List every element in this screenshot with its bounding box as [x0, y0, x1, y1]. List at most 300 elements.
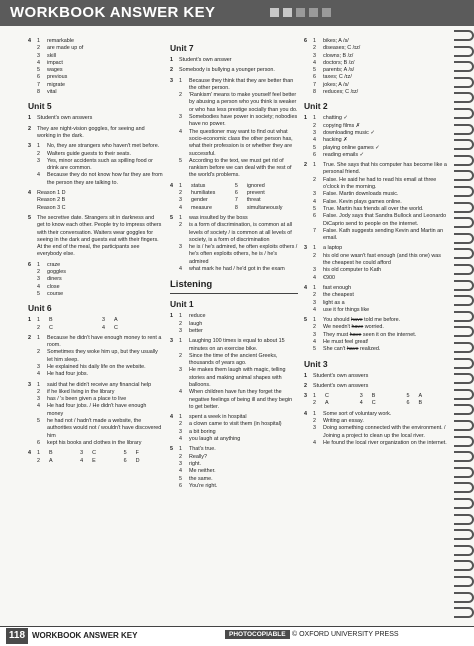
question-number: 4: [28, 190, 31, 197]
item-number: 2: [179, 92, 182, 99]
question-number: 5: [304, 317, 307, 324]
item-number: 1: [179, 214, 182, 221]
answer-item: [179, 313, 298, 320]
answer-item: [179, 244, 298, 266]
answer-grid: [313, 393, 449, 408]
spiral-ring: [454, 482, 474, 493]
answer-item: [37, 74, 163, 81]
answer-item: [313, 324, 449, 331]
answer-item: [313, 199, 449, 206]
question: [28, 190, 163, 212]
question: [170, 78, 298, 180]
answer-item: [179, 338, 298, 353]
spiral-ring: [454, 233, 474, 244]
answer-item: [37, 382, 163, 389]
item-value: status: [191, 182, 206, 189]
page-header: [0, 0, 474, 26]
item-number: 3: [37, 276, 40, 283]
item-number: 1: [313, 245, 316, 252]
item-number: 3: [179, 327, 182, 334]
item-number: 3: [37, 157, 40, 164]
item-number: 4: [313, 137, 316, 144]
item-text: Somebodies have power in society; nobodies have no power.: [189, 114, 298, 128]
item-text: False. Martin downloads music.: [323, 191, 399, 198]
item-text: Reason 1 D: [37, 190, 66, 197]
item-text: diseases; C /ɪz/: [323, 45, 361, 52]
answer-item: [37, 172, 163, 187]
question-number: 3: [28, 143, 31, 150]
item-text: reduces; C /ɪz/: [323, 89, 359, 96]
answer-item: [313, 440, 449, 447]
answer-list: [313, 38, 449, 96]
item-text: spent a week in hospital: [189, 414, 247, 421]
item-number: 5: [179, 157, 182, 164]
answer-item: [313, 267, 449, 274]
item-text: his old computer to Kath: [323, 267, 382, 274]
copyright-notice: © OXFORD UNIVERSITY PRESS: [292, 631, 399, 638]
item-value: F: [135, 450, 139, 457]
answer-item: [179, 389, 298, 411]
item-number: 2: [313, 324, 316, 331]
answer-item: [313, 152, 449, 159]
question: [170, 338, 298, 411]
item-number: 4: [37, 283, 40, 290]
item-text: Reason 2 B: [37, 197, 66, 204]
question-number: 6: [28, 261, 31, 268]
answer-item: [179, 483, 298, 490]
question: [170, 67, 298, 74]
item-text: True. Martin has friends all over the world.: [323, 205, 424, 212]
item-value: A: [114, 317, 118, 324]
question-number: 2: [28, 125, 31, 132]
answer-item: [313, 346, 449, 353]
answer-item: [179, 429, 298, 436]
answer-list: [179, 446, 298, 490]
item-number: 1: [179, 77, 182, 84]
question-number: 4: [28, 450, 31, 457]
item-text: 'Rankism' means to make yourself feel better by abusing a person who you think is weaker or who has less prestige socially than you do.: [189, 92, 298, 113]
item-text: reading emails ✓: [323, 151, 365, 158]
spiral-ring: [454, 404, 474, 415]
item-number: 8: [37, 89, 40, 96]
item-number: 2: [179, 320, 182, 327]
item-text: course: [47, 290, 64, 297]
spiral-ring: [454, 560, 474, 571]
question: [304, 245, 449, 281]
item-number: 5: [234, 182, 238, 189]
item-text: hacking ✗: [323, 137, 348, 144]
answer-item: [179, 421, 298, 428]
answer-item: [37, 197, 163, 204]
item-number: 3: [359, 393, 363, 400]
question: [28, 317, 163, 332]
item-number: 6: [406, 400, 410, 407]
item-text: his old one wasn't fast enough (and this one) was the cheapest he could afford: [323, 252, 441, 267]
item-number: 2: [37, 349, 40, 356]
answer-list: [313, 411, 449, 447]
answer-item: [179, 328, 298, 335]
question-number: 1: [170, 57, 173, 63]
answer-item: [37, 396, 163, 403]
item-number: 1: [37, 334, 40, 341]
item-text: Writing an essay.: [323, 418, 364, 425]
answer-list: [313, 285, 449, 314]
item-number: 3: [179, 244, 182, 251]
item-number: 1: [179, 446, 182, 453]
item-number: 8: [234, 204, 238, 211]
item-text: the cheapest: [323, 292, 354, 299]
answer-list: [37, 335, 163, 379]
answer-item: [179, 353, 298, 368]
item-number: 8: [313, 89, 316, 96]
item-number: 4: [313, 274, 316, 281]
item-number: 5: [37, 290, 40, 297]
question-number: 5: [28, 214, 31, 221]
item-text: The questioner may want to find out what socio-economic class the other person has, what their profession is or whether they are successful.: [189, 128, 293, 157]
answer-item: [37, 38, 163, 45]
item-number: 1: [37, 38, 40, 44]
answer-list: [179, 313, 298, 335]
answer-item: [37, 60, 163, 67]
answer-list: [37, 38, 163, 96]
item-number: 4: [179, 128, 182, 135]
spiral-ring: [454, 514, 474, 525]
item-value: C: [49, 324, 53, 331]
section-title: Listening: [170, 279, 213, 291]
item-text: taxes; C /ɪz/: [323, 74, 352, 81]
item-number: 4: [359, 400, 363, 407]
unit-title: Unit 6: [28, 303, 52, 314]
answer-item: [313, 213, 449, 228]
item-number: 3: [179, 197, 182, 204]
item-text: Because he didn't have enough money to rent a room.: [47, 334, 162, 349]
item-text: was insulted by the boss: [189, 214, 248, 221]
item-text: laugh: [189, 320, 203, 327]
answer-item: [179, 215, 298, 222]
item-text: Because they do not know how far they are from the person they are talking to.: [47, 172, 163, 186]
unit-title: Unit 5: [28, 101, 52, 112]
item-number: 5: [313, 205, 316, 212]
answer-item: [313, 162, 449, 177]
item-text: He had four jobs. / He didn't have enough money: [47, 403, 147, 417]
item-text: diners: [47, 276, 62, 283]
item-text: Sometimes they woke him up, but they usually let him sleep.: [47, 349, 158, 363]
item-text: He explained his daily life on the website.: [47, 363, 146, 370]
spiral-ring: [454, 498, 474, 509]
item-text: According to the text, we must get rid of rankism before we can deal with the rest of the world's problems.: [189, 157, 292, 179]
item-text: bikes; A /s/: [323, 38, 349, 44]
section-rule: [170, 293, 298, 294]
item-value: C: [114, 324, 118, 331]
item-text: close: [47, 283, 60, 290]
item-text: light as a: [323, 299, 345, 306]
item-number: 5: [37, 418, 40, 425]
item-number: 1: [313, 393, 316, 400]
answer-item: [179, 78, 298, 93]
item-text: False. Jody says that Sandra Bullock and Leonardo DiCaprio send to people on the internet.: [323, 213, 447, 227]
answer-item: [179, 158, 298, 180]
spiral-ring: [454, 217, 474, 228]
answer-item: [37, 284, 163, 291]
spiral-ring: [454, 61, 474, 72]
item-number: 2: [37, 324, 40, 331]
item-number: 4: [80, 457, 84, 464]
item-text: When children have fun they forget the negative feelings of being ill and they begin to get better.: [189, 389, 293, 410]
item-number: 3: [179, 114, 182, 121]
item-text: skill: [47, 52, 56, 59]
answer-text: The secretive date. Strangers sit in darkness and get to know each other. People try to impress others with their conversation. Waiters wear goggles for seeing in the dark and guests eat with their fingers. At the end of the meal, the participants see everybody else.: [37, 214, 162, 258]
item-number: 5: [313, 144, 316, 151]
answer-grid: [179, 183, 298, 212]
question: [28, 382, 163, 448]
item-number: 3: [313, 425, 316, 432]
item-number: 3: [313, 331, 316, 338]
item-number: 4: [179, 468, 182, 475]
question-number: 2: [304, 162, 307, 169]
spiral-ring: [454, 248, 474, 259]
column-1: [28, 38, 163, 468]
item-value: measure: [191, 204, 212, 211]
question: [28, 262, 163, 298]
item-text: Reason 3 C: [37, 204, 66, 211]
item-number: 3: [313, 299, 316, 306]
item-text: what mark he had / he'd got in the exam: [189, 266, 285, 273]
item-number: 4: [313, 306, 316, 313]
item-number: 1: [313, 284, 316, 291]
question-number: 1: [28, 317, 31, 324]
answer-item: [313, 130, 449, 137]
item-number: 1: [179, 414, 182, 421]
item-text: doctors; B /z/: [323, 59, 355, 66]
item-number: 5: [179, 475, 182, 482]
question: [28, 115, 163, 122]
item-value: threat: [246, 197, 261, 204]
answer-list: [179, 215, 298, 273]
item-number: 1: [37, 261, 40, 268]
question-number: 3: [304, 393, 307, 400]
item-number: 3: [179, 428, 182, 435]
answer-item: [37, 389, 163, 396]
item-text: you laugh at anything: [189, 436, 241, 443]
answer-item: [313, 425, 449, 440]
item-text: migrate: [47, 81, 65, 88]
item-text: He makes them laugh with magic, telling stories and making animal shapes with balloons.: [189, 367, 286, 388]
spiral-ring: [454, 529, 474, 540]
item-number: 3: [313, 52, 316, 59]
question-number: 3: [170, 77, 173, 84]
question: [304, 373, 449, 380]
answer-item: [37, 403, 163, 418]
spiral-ring: [454, 77, 474, 88]
item-text: She can't have realized.: [323, 346, 381, 353]
item-text: You should have told me before.: [323, 317, 401, 324]
item-number: 2: [313, 418, 316, 425]
question-number: 5: [170, 446, 173, 453]
item-text: playing online games ✓: [323, 144, 380, 151]
answer-item: [37, 364, 163, 371]
answer-item: [313, 191, 449, 198]
item-number: 3: [179, 367, 182, 374]
struck-word: have: [346, 346, 359, 353]
answer-item: [313, 292, 449, 299]
question: [170, 215, 298, 273]
answer-item: [37, 53, 163, 60]
spiral-ring: [454, 295, 474, 306]
answer-item: [37, 151, 163, 158]
item-number: 3: [313, 191, 316, 198]
item-value: ignored: [246, 182, 265, 189]
item-number: 1: [313, 317, 316, 324]
item-text: a laptop: [323, 245, 343, 252]
item-text: False. He said he had to read his email at three o'clock in the morning.: [323, 176, 437, 191]
item-text: right.: [189, 460, 201, 467]
item-value: A: [325, 400, 329, 407]
item-text: Laughing 100 times is equal to about 15 minutes on an exercise bike.: [189, 338, 285, 352]
spiral-ring: [454, 436, 474, 447]
item-value: B: [418, 400, 423, 407]
item-number: 2: [313, 45, 316, 52]
answer-item: [179, 454, 298, 461]
answer-list: [313, 245, 449, 281]
answer-text: Student's own answer: [179, 57, 232, 63]
answer-text: Student's own answers: [37, 115, 93, 122]
answer-item: [313, 53, 449, 60]
item-text: impact: [47, 59, 63, 66]
answer-text: Student's own answers: [313, 382, 369, 389]
answer-item: [37, 276, 163, 283]
item-number: 5: [313, 346, 316, 353]
answer-text: Student's own answers: [313, 372, 369, 379]
spiral-ring: [454, 92, 474, 103]
item-number: 2: [313, 176, 316, 183]
spiral-ring: [454, 264, 474, 275]
item-number: 3: [37, 396, 40, 403]
answer-list: [37, 382, 163, 448]
answer-item: [313, 123, 449, 130]
header-decoration: [270, 8, 331, 17]
spiral-ring: [454, 607, 474, 618]
item-text: reduce: [189, 313, 206, 320]
footer-title: WORKBOOK ANSWER KEY: [32, 631, 138, 640]
item-text: previous: [47, 74, 68, 81]
question-number: 2: [28, 334, 31, 341]
item-text: better: [189, 327, 203, 334]
question: [304, 285, 449, 314]
answer-item: [313, 89, 449, 96]
item-number: 4: [313, 439, 316, 446]
item-text: chatting ✓: [323, 115, 348, 122]
item-text: a clown came to visit them (in hospital): [189, 421, 282, 428]
item-number: 6: [179, 482, 182, 489]
spiral-ring: [454, 451, 474, 462]
spiral-binding: [454, 30, 474, 630]
page-title: WORKBOOK ANSWER KEY: [10, 4, 216, 21]
item-number: 1: [313, 410, 316, 417]
item-number: 1: [37, 143, 40, 150]
item-value: simultaneously: [246, 204, 283, 211]
question: [28, 215, 163, 259]
question: [170, 313, 298, 335]
item-text: goggles: [47, 269, 66, 276]
item-text: Walters guide guests to their seats.: [47, 150, 131, 157]
answer-item: [37, 158, 163, 173]
item-number: 4: [37, 59, 40, 66]
answer-item: [313, 67, 449, 74]
footer-rule: [0, 626, 474, 627]
item-text: he is / he's admired, he often exploits others / he's often exploits others, he is / he's admired: [189, 244, 298, 265]
item-text: kept his books and clothes in the library: [47, 439, 142, 446]
spiral-ring: [454, 108, 474, 119]
spiral-ring: [454, 420, 474, 431]
item-text: False. Kath suggests sending Kevin and Martin an email.: [323, 227, 444, 242]
question: [28, 126, 163, 141]
question: [28, 143, 163, 187]
item-value: gender: [191, 197, 208, 204]
spiral-ring: [454, 545, 474, 556]
spiral-ring: [454, 342, 474, 353]
item-text: €900: [323, 274, 335, 281]
item-text: Doing something connected with the environment. / Joining a project to clean up the local river.: [323, 425, 446, 439]
answer-item: [179, 92, 298, 114]
item-number: 3: [102, 317, 105, 324]
answer-item: [313, 411, 449, 418]
item-number: 4: [313, 198, 316, 205]
question-number: 1: [304, 115, 307, 122]
item-number: 6: [123, 457, 127, 464]
answer-item: [37, 371, 163, 378]
item-value: C: [92, 450, 97, 457]
item-number: 4: [179, 389, 182, 396]
item-number: 6: [313, 213, 316, 220]
question: [170, 414, 298, 443]
answer-item: [313, 307, 449, 314]
item-number: 6: [313, 74, 316, 81]
item-number: 7: [37, 81, 40, 88]
item-text: the same.: [189, 475, 213, 482]
answer-item: [179, 222, 298, 244]
item-text: clowns; B /z/: [323, 52, 354, 59]
photocopiable-badge: PHOTOCOPIABLE: [225, 630, 290, 639]
answer-text: Somebody is bullying a younger person.: [179, 67, 275, 74]
item-text: He found the local river organization on the internet.: [323, 439, 447, 446]
question: [304, 383, 449, 390]
item-number: 2: [179, 421, 182, 428]
item-text: downloading music ✓: [323, 129, 375, 136]
item-text: if he liked living in the library: [47, 388, 115, 395]
answer-item: [179, 367, 298, 389]
question-number: 4: [304, 284, 307, 291]
answer-item: [313, 206, 449, 213]
answer-item: [313, 317, 449, 324]
answer-item: [313, 145, 449, 152]
item-text: remarkable: [47, 38, 74, 44]
answer-item: [179, 446, 298, 453]
item-value: humiliates: [191, 190, 216, 197]
answer-item: [179, 461, 298, 468]
answer-list: [313, 162, 449, 242]
item-number: 1: [179, 182, 182, 189]
answer-item: [37, 418, 163, 440]
item-text: said that he didn't receive any financial help: [47, 381, 152, 388]
answer-item: [37, 190, 163, 197]
spiral-ring: [454, 155, 474, 166]
question-number: 2: [170, 67, 173, 74]
item-text: has / 's been given a place to live: [47, 396, 127, 403]
item-value: B: [49, 450, 53, 457]
spiral-ring: [454, 311, 474, 322]
answer-item: [37, 291, 163, 298]
item-number: 4: [37, 172, 40, 179]
